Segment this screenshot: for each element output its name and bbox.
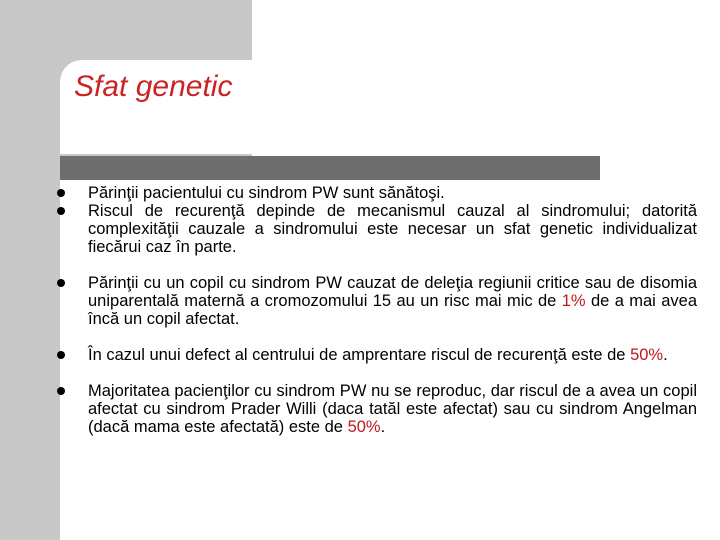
- bullet-text-end: .: [663, 346, 668, 364]
- bullet-item-recurrence-risk: [54, 202, 697, 256]
- bullet-text: Părinţii pacientului cu sindrom PW sunt sănătoşi.: [88, 184, 445, 202]
- slide-title: Sfat genetic: [74, 70, 233, 103]
- bullet-text-end: .: [380, 418, 386, 436]
- bullet-list: [54, 184, 697, 436]
- risk-highlight: 50%: [630, 346, 664, 364]
- risk-highlight: 1%: [561, 292, 586, 310]
- title-underline-bar: [60, 156, 600, 180]
- bullet-text: Riscul de recurenţă depinde de mecanismul cauzal al sindromului; datorită complexităţii cauzale a sindromului este necesar un sfat genetic individualizat fiecărui caz în parte.: [88, 202, 697, 256]
- bullet-item-offspring-risk: [54, 382, 697, 436]
- bullet-item-deletion-risk: [54, 274, 697, 328]
- bullet-text-end: de a mai avea încă un copil afectat.: [88, 292, 697, 328]
- bullet-text: Părinţii cu un copil cu sindrom PW cauzat de deleţia regiunii critice sau de disomia uniparentală maternă a cromozomului 15 au un risc mai mic de: [88, 274, 697, 310]
- bullet-text: În cazul unui defect al centrului de amprentare riscul de recurenţă este de: [88, 346, 631, 364]
- risk-highlight: 50%: [347, 418, 381, 436]
- bullet-item-parents-healthy: [54, 184, 697, 202]
- bullet-item-imprinting-defect: [54, 346, 697, 364]
- bullet-text: Majoritatea pacienţilor cu sindrom PW nu se reproduc, dar riscul de a avea un copil afectat cu sindrom Prader Willi (daca tatăl este afectat) sau cu sindrom Angelman (dacă mama este afectată) este de: [88, 382, 697, 436]
